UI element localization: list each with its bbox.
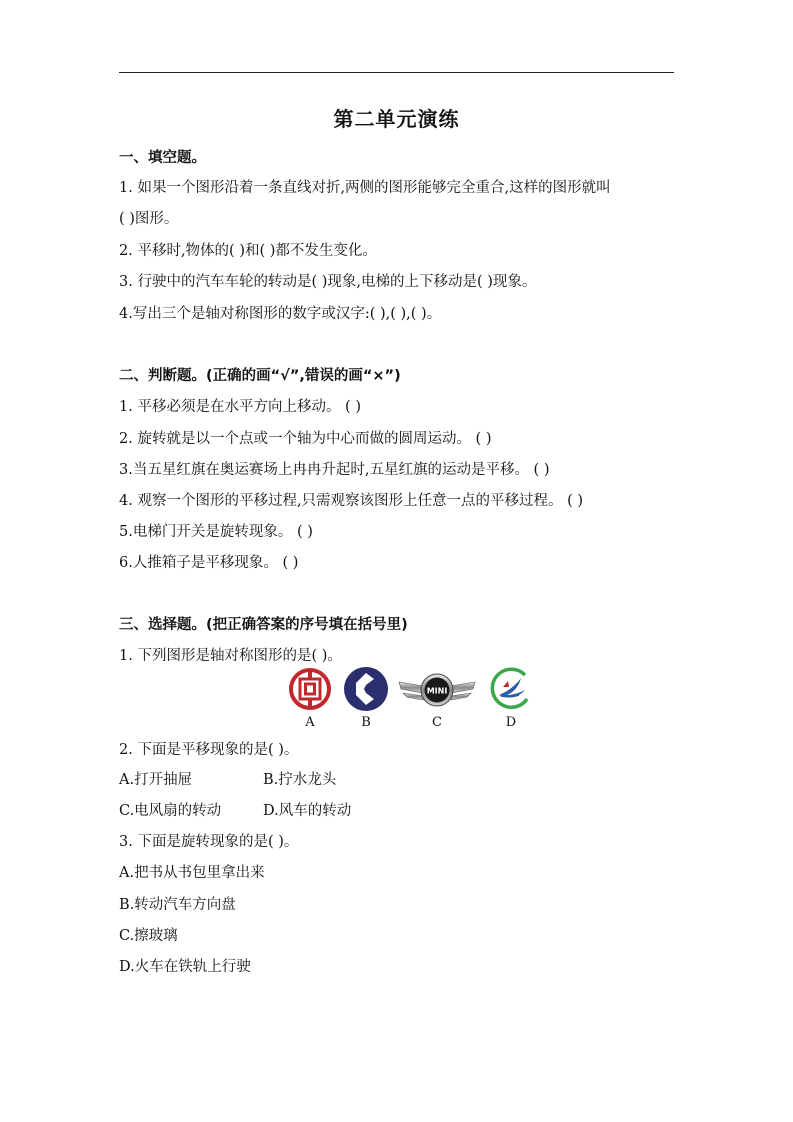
ccb-logo-icon [343,666,389,712]
s1-q1-line1: 1. 如果一个图形沿着一条直线对折,两侧的图形能够完全重合,这样的图形就叫 [119,180,611,196]
s1-q3: 3. 行驶中的汽车车轮的转动是( )现象,电梯的上下移动是( )现象。 [119,274,537,290]
mini-logo-text: MINI [426,686,448,696]
s3-q2-option-a: A.打开抽屉 [119,772,193,788]
logo-label-c: C [432,715,442,730]
s3-q2-option-c: C.电风扇的转动 [119,803,222,819]
s3-q2-option-d: D.风车的转动 [263,803,352,819]
page-title: 第二单元演练 [333,107,460,131]
s3-q2: 2. 下面是平移现象的是( )。 [119,742,299,758]
logo-options [287,666,547,728]
logo-label-a: A [305,715,315,730]
s1-q1-line2: ( )图形。 [119,211,179,227]
s2-item-5: 5.电梯门开关是旋转现象。 ( ) [119,524,313,540]
s1-q4: 4.写出三个是轴对称图形的数字或汉字:( ),( ),( )。 [119,306,442,322]
s3-q2-option-b: B.拧水龙头 [263,772,337,788]
section3-heading: 三、选择题。(把正确答案的序号填在括号里) [119,617,408,633]
s2-item-6: 6.人推箱子是平移现象。 ( ) [119,555,299,571]
s3-q3-option-c: C.擦玻璃 [119,928,178,944]
icbc-logo-icon [287,666,333,712]
s1-q2: 2. 平移时,物体的( )和( )都不发生变化。 [119,243,377,259]
s3-q3-option-a: A.把书从书包里拿出来 [119,865,265,881]
header-rule [119,72,674,73]
s3-q1: 1. 下列图形是轴对称图形的是( )。 [119,648,342,664]
s2-item-1: 1. 平移必须是在水平方向上移动。 ( ) [119,399,361,415]
mini-logo-icon [397,666,477,712]
s3-q3-option-b: B.转动汽车方向盘 [119,897,236,913]
s2-item-3: 3.当五星红旗在奥运赛场上冉冉升起时,五星红旗的运动是平移。 ( ) [119,462,550,478]
section1-heading: 一、填空题。 [119,150,206,166]
wing-logo-icon [487,666,535,712]
s3-q3-option-d: D.火车在铁轨上行驶 [119,959,251,975]
s3-q3: 3. 下面是旋转现象的是( )。 [119,834,299,850]
s2-item-2: 2. 旋转就是以一个点或一个轴为中心而做的圆周运动。 ( ) [119,431,492,447]
section2-heading: 二、判断题。(正确的画“√”,错误的画“×”) [119,368,401,384]
logo-label-b: B [361,715,371,730]
s2-item-4: 4. 观察一个图形的平移过程,只需观察该图形上任意一点的平移过程。 ( ) [119,493,584,509]
logo-label-d: D [505,715,517,730]
